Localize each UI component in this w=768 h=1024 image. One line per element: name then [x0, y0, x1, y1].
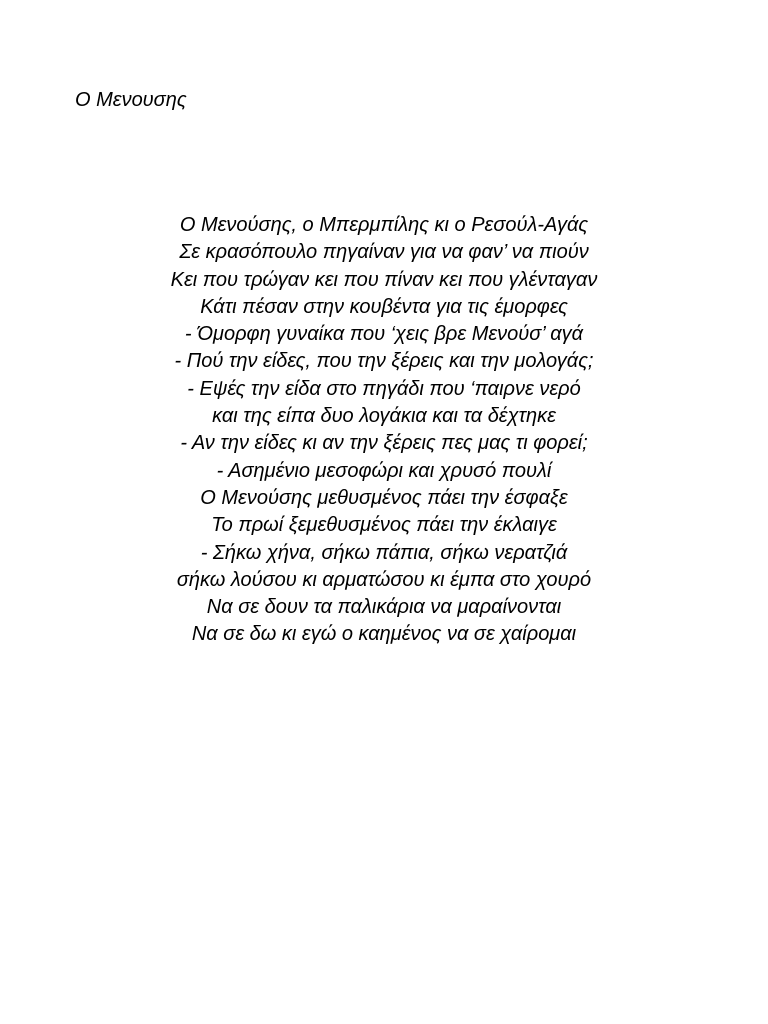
poem-line: Το πρωί ξεμεθυσμένος πάει την έκλαιγε: [211, 514, 557, 537]
poem-line: - Εψές την είδα στο πηγάδι που ‘παιρνε νερό: [187, 377, 581, 400]
poem-line: - Σήκω χήνα, σήκω πάπια, σήκω νερατζιά: [200, 541, 568, 564]
poem-line: Κει που τρώγαν κει που πίναν κει που γλένταγαν: [170, 268, 598, 291]
document-title: Ο Μενουσης: [75, 89, 187, 111]
poem-line: σήκω λούσου κι αρματώσου κι έμπα στο χουρό: [176, 568, 592, 591]
poem-line: Να σε δουν τα παλικάρια να μαραίνονται: [206, 596, 562, 619]
poem-line: και της είπα δυο λογάκια και τα δέχτηκε: [212, 405, 556, 428]
poem-line: - Όμορφη γυναίκα που ‘χεις βρε Μενούσ’ αγά: [184, 323, 584, 346]
poem-body: [0, 212, 768, 649]
poem-line: Ο Μενούσης, ο Μπερμπίλης κι ο Ρεσούλ-Αγάς: [179, 214, 589, 236]
poem-line: - Πού την είδες, που την ξέρεις και την μολογάς;: [174, 350, 594, 373]
poem-line: Σε κρασόπουλο πηγαίναν για να φαν’ να πιούν: [179, 241, 589, 264]
poem-line: - Αν την είδες κι αν την ξέρεις πες μας τι φορεί;: [180, 432, 588, 455]
poem-line: Κάτι πέσαν στην κουβέντα για τις έμορφες: [200, 295, 568, 318]
poem-line: - Ασημένιο μεσοφώρι και χρυσό πουλί: [216, 459, 552, 482]
poem-line: Να σε δω κι εγώ ο καημένος να σε χαίρομαι: [191, 623, 577, 646]
poem-line: Ο Μενούσης μεθυσμένος πάει την έσφαξε: [200, 486, 568, 509]
